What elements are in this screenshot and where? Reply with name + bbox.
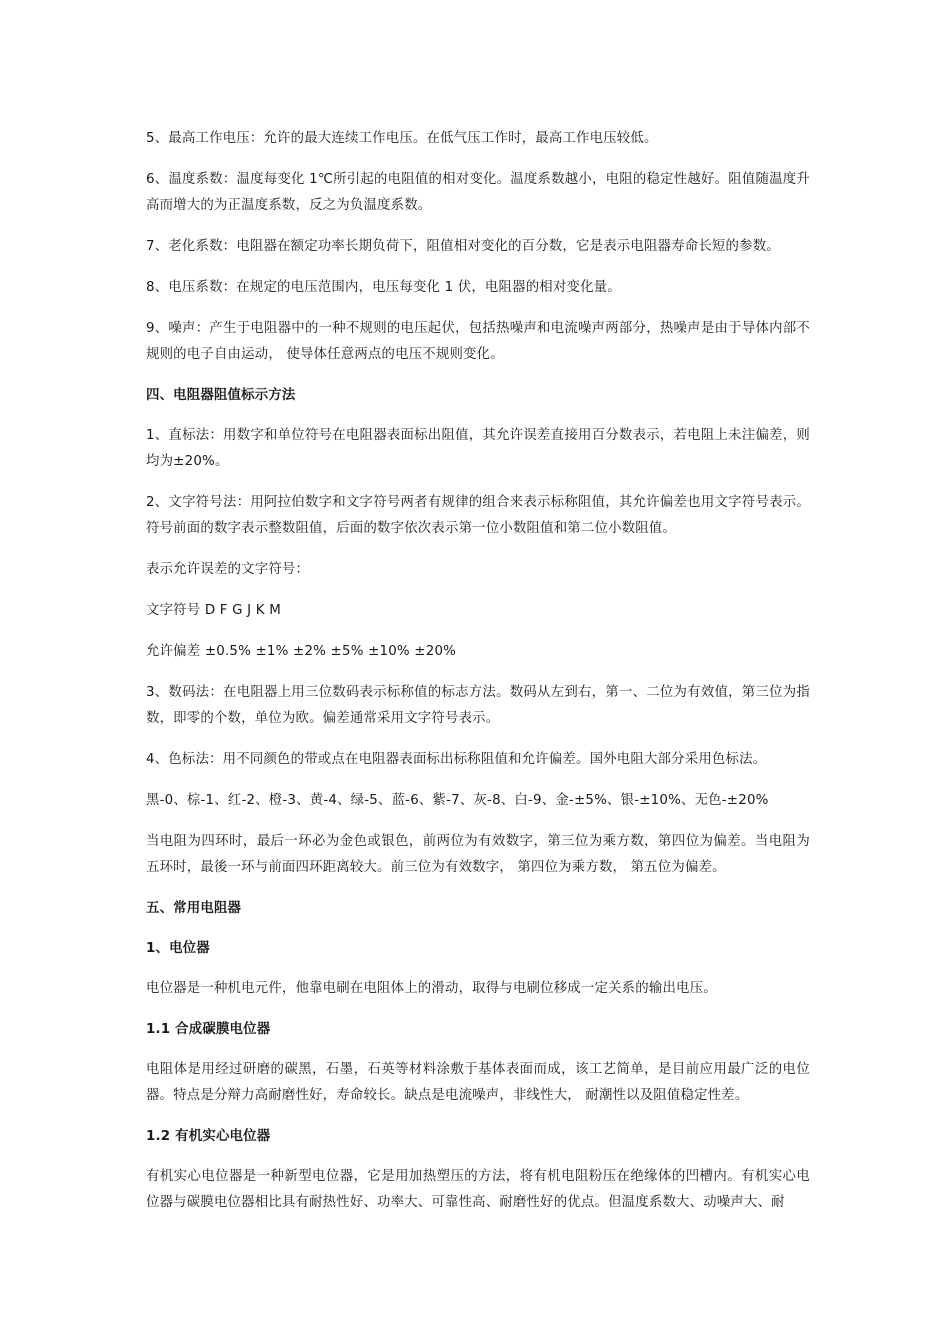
section-heading-marking-methods: 四、电阻器阻值标示方法 — [146, 388, 296, 403]
paragraph-voltage-coefficient: 8、电压系数：在规定的电压范围内，电压每变化 1 伏，电阻器的相对变化量。 — [146, 280, 621, 295]
paragraph-text-symbol-method: 2、文字符号法：用阿拉伯数字和文字符号两者有规律的组合来表示标称阻值，其允许偏差也用文字符号表示。符号前面的数字表示整数阻值，后面的数字依次表示第一位小数阻值和第二位小数阻值。 — [146, 495, 810, 536]
section-heading-common-resistors: 五、常用电阻器 — [146, 901, 242, 916]
paragraph-temperature-coefficient: 6、温度系数：温度每变化 1℃所引起的电阻值的相对变化。温度系数越小，电阻的稳定性越好。阻值随温度升高而增大的为正温度系数，反之为负温度系数。 — [146, 172, 810, 213]
subheading-carbon-film-potentiometer: 1.1 合成碳膜电位器 — [146, 1022, 271, 1037]
paragraph-potentiometer: 电位器是一种机电元件，他靠电刷在电阻体上的滑动，取得与电刷位移成一定关系的输出电压。 — [146, 981, 717, 996]
paragraph-color-values: 黑-0、棕-1、红-2、橙-3、黄-4、绿-5、蓝-6、紫-7、灰-8、白-9、金-±5%、银-±10%、无色-±20% — [146, 793, 769, 808]
paragraph-numeric-code-method: 3、数码法：在电阻器上用三位数码表示标称值的标志方法。数码从左到右，第一、二位为有效值，第三位为指数，即零的个数，单位为欧。偏差通常采用文字符号表示。 — [146, 685, 810, 726]
paragraph-carbon-film-potentiometer: 电阻体是用经过研磨的碳黑，石墨，石英等材料涂敷于基体表面而成，该工艺简单，是目前应用最广泛的电位器。特点是分辩力高耐磨性好，寿命较长。缺点是电流噪声，非线性大， 耐潮性以及阻值稳定性差。 — [146, 1062, 810, 1103]
paragraph-noise: 9、噪声：产生于电阻器中的一种不规则的电压起伏，包括热噪声和电流噪声两部分，热噪声是由于导体内部不规则的电子自由运动， 使导体任意两点的电压不规则变化。 — [146, 321, 810, 362]
subheading-potentiometer: 1、电位器 — [146, 941, 210, 956]
subheading-organic-solid-potentiometer: 1.2 有机实心电位器 — [146, 1129, 271, 1144]
paragraph-ring-explanation: 当电阻为四环时，最后一环必为金色或银色，前两位为有效数字，第三位为乘方数，第四位为偏差。当电阻为五环时，最後一环与前面四环距离较大。前三位为有效数字， 第四位为乘方数， 第五位为偏差。 — [146, 834, 810, 875]
paragraph-symbol-letters: 文字符号 D F G J K M — [146, 603, 281, 618]
paragraph-organic-solid-potentiometer: 有机实心电位器是一种新型电位器，它是用加热塑压的方法，将有机电阻粉压在绝缘体的凹槽内。有机实心电位器与碳膜电位器相比具有耐热性好、功率大、可靠性高、耐磨性好的优点。但温度系数大、动噪声大、耐 — [146, 1169, 810, 1210]
paragraph-max-working-voltage: 5、最高工作电压：允许的最大连续工作电压。在低气压工作时，最高工作电压较低。 — [146, 131, 658, 146]
paragraph-direct-marking: 1、直标法：用数字和单位符号在电阻器表面标出阻值，其允许误差直接用百分数表示，若电阻上未注偏差，则均为±20%。 — [146, 428, 810, 469]
paragraph-aging-coefficient: 7、老化系数：电阻器在额定功率长期负荷下，阻值相对变化的百分数，它是表示电阻器寿命长短的参数。 — [146, 239, 780, 254]
paragraph-color-code-method: 4、色标法：用不同颜色的带或点在电阻器表面标出标称阻值和允许偏差。国外电阻大部分采用色标法。 — [146, 752, 767, 767]
paragraph-tolerance-symbols-intro: 表示允许误差的文字符号： — [146, 562, 310, 577]
paragraph-tolerance-values: 允许偏差 ±0.5% ±1% ±2% ±5% ±10% ±20% — [146, 644, 457, 659]
